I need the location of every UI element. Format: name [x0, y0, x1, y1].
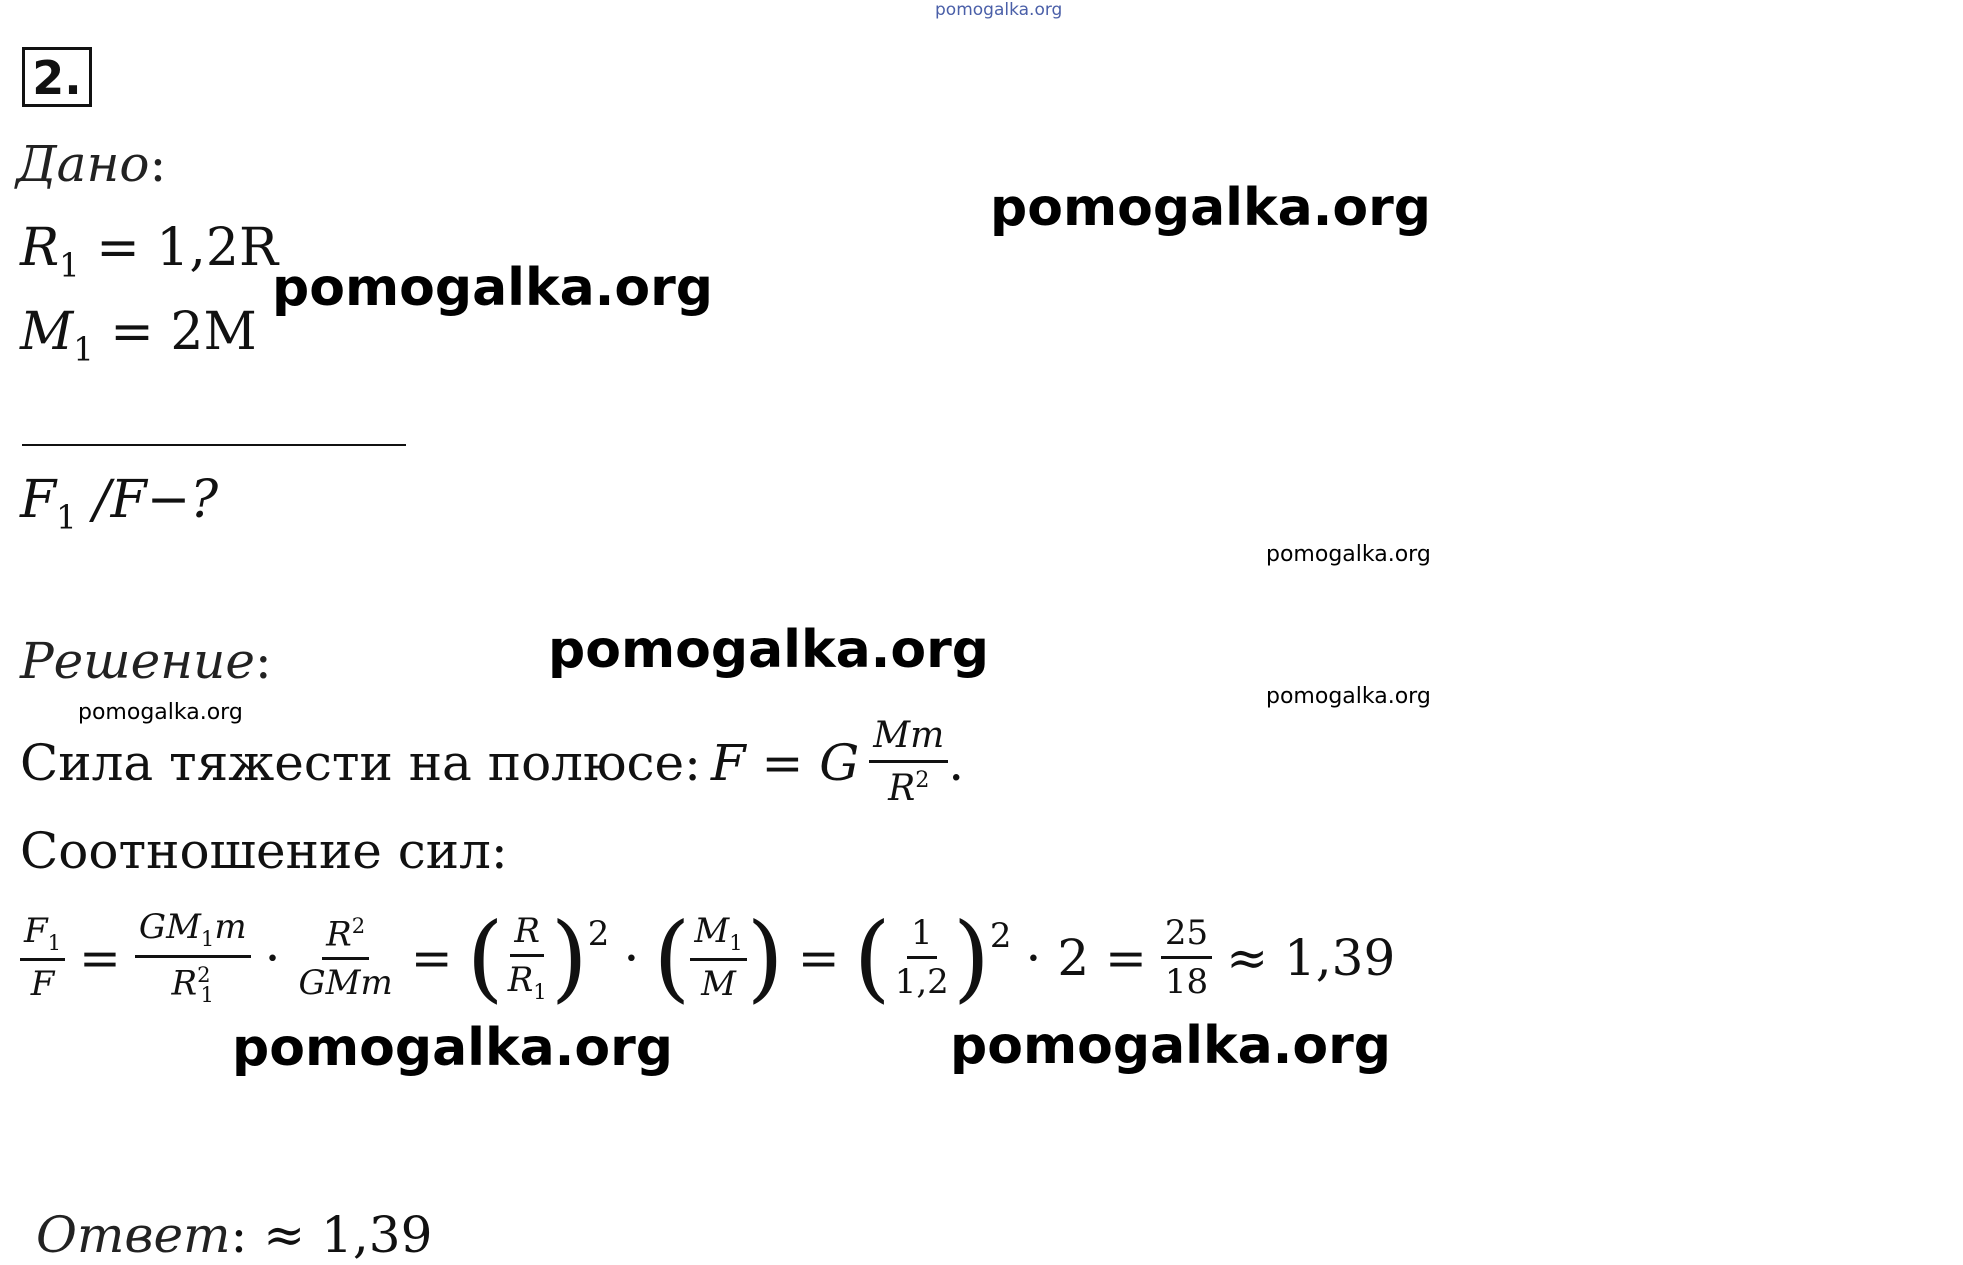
ratio-f1-over-f: $\frac{F_1}{F}$ [20, 914, 65, 1002]
ratio-formula: $\frac{F_1}{F}$ = $\frac{GM_1m}{R^2_1}$ · $\frac{R^2}{\text{GMm}}$ = ( $\frac{R}{R_1}$ ) $^2$ · ( $\frac{M_1}{M}$ ) = ( $\frac{1}{1,2}$ ) $^2$ · 2 = $\frac{25}{18}$ ≈ 1,39 [20, 910, 1395, 1005]
problem-number: 2. [32, 51, 82, 105]
given-line-radius: $R_1 = 1,2R$ [20, 218, 279, 285]
gravity-text: Сила тяжести на полюсе: [20, 733, 701, 792]
given-line-mass: $M_1 = 2M$ [20, 302, 257, 369]
ratio-heading: Соотношение сил: [20, 822, 508, 880]
watermark-large: pomogalka.org [232, 1018, 674, 1078]
watermark-large: pomogalka.org [548, 620, 990, 680]
given-separator [22, 444, 406, 446]
gravity-fraction: $\frac{Mm}{R^2}$ [869, 718, 948, 807]
problem-number-box [22, 47, 92, 107]
watermark-small: pomogalka.org [1266, 542, 1431, 567]
ratio-term1: $\frac{GM_1m}{R^2_1}$ [135, 910, 251, 1005]
watermark-top: pomogalka.org [935, 0, 1063, 20]
ratio-paren-numeric: ( $\frac{1}{1,2}$ ) $^2$ [853, 902, 1012, 1013]
answer-label: Ответ [36, 1206, 231, 1264]
watermark-small: pomogalka.org [1266, 684, 1431, 709]
ratio-result-fraction: $\frac{25}{18}$ [1161, 916, 1212, 999]
watermark-large: pomogalka.org [272, 258, 714, 318]
ratio-paren-m: ( $\frac{M_1}{M}$ ) [653, 902, 784, 1013]
gravity-formula-lhs: F = G [710, 733, 860, 792]
watermark-large: pomogalka.org [950, 1016, 1392, 1076]
given-heading: Дано: [16, 135, 167, 193]
ratio-approx-result: ≈ 1,39 [1226, 928, 1396, 987]
watermark-large: pomogalka.org [990, 178, 1432, 238]
ratio-paren-r: ( $\frac{R}{R_1}$ ) $^2$ [466, 902, 610, 1013]
question-line: $F_1$ /F−? [20, 470, 219, 537]
watermark-small: pomogalka.org [78, 700, 243, 725]
ratio-term2: $\frac{R^2}{\text{GMm}}$ [298, 912, 393, 1004]
answer-line: Ответ: ≈ 1,39 [36, 1206, 433, 1264]
answer-value: ≈ 1,39 [247, 1206, 433, 1264]
gravity-statement: Сила тяжести на полюсе: F = G $\frac{Mm}{R^2}$ . [20, 715, 965, 809]
solution-heading: Решение: [20, 632, 272, 690]
